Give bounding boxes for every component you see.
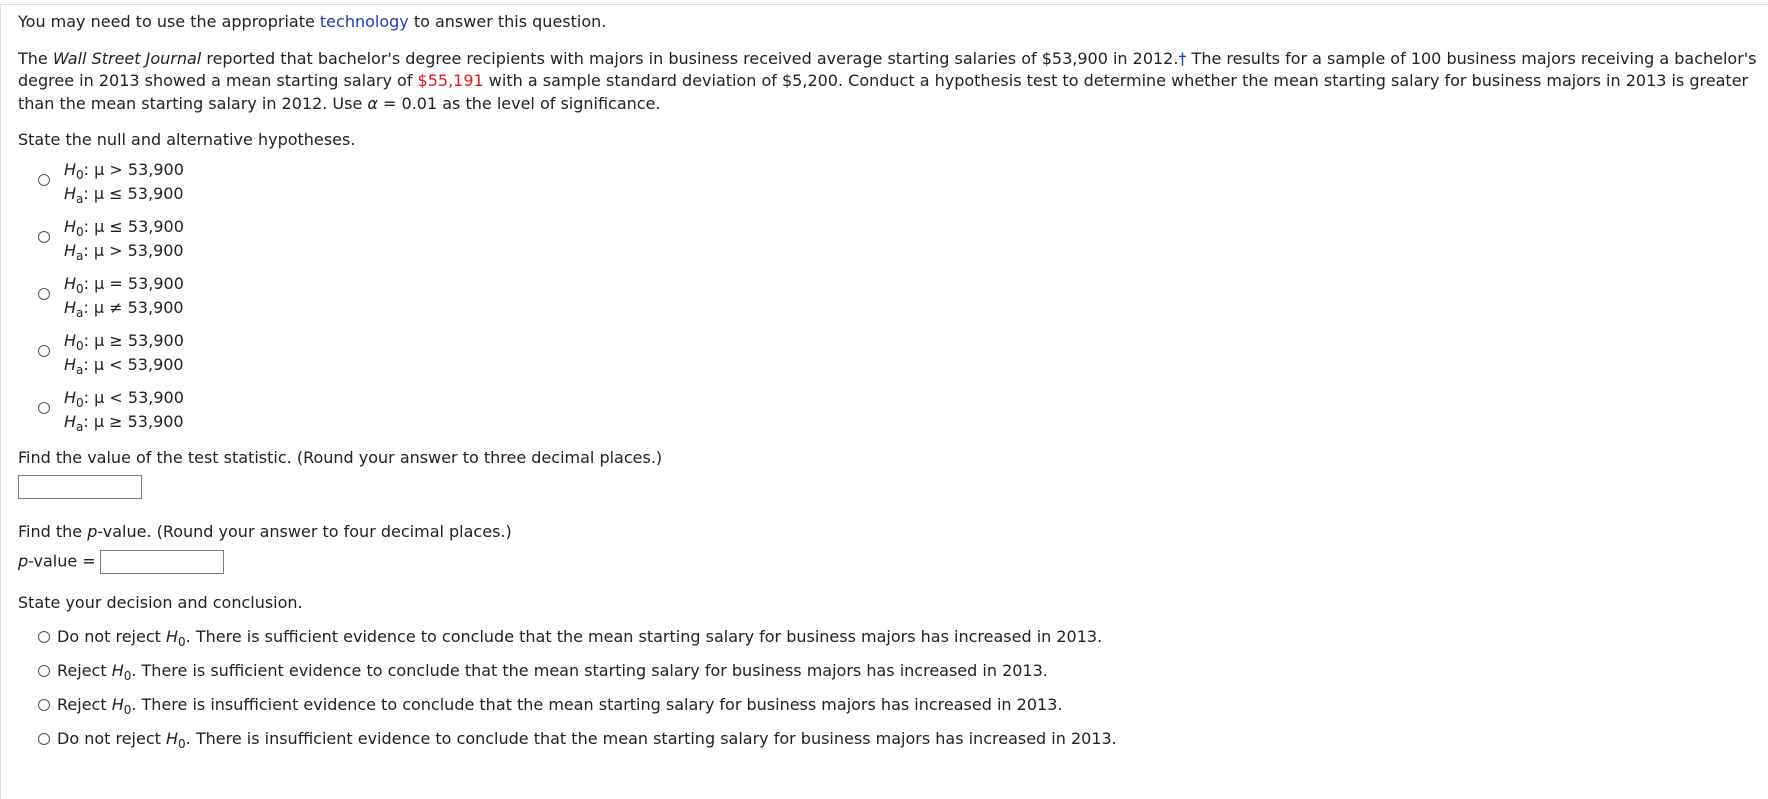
hypothesis-option-5[interactable]: $H_0$: μ < 53,900 $H_a$: μ ≥ 53,900 bbox=[38, 386, 1763, 433]
decision-radio-1[interactable] bbox=[38, 631, 50, 643]
decision-options bbox=[38, 620, 1763, 756]
technology-link[interactable]: technology bbox=[319, 12, 409, 31]
decision-option-3[interactable]: Reject $H_0$. There is insufficient evidence to conclude that the mean starting salary for business majors has increased in 2013. bbox=[38, 688, 1763, 722]
decision-option-1[interactable]: Do not reject $H_0$. There is sufficient evidence to conclude that the mean starting salary for business majors has increased in 2013. bbox=[38, 620, 1763, 654]
hypotheses-options bbox=[38, 158, 1763, 433]
question-content bbox=[18, 11, 1763, 756]
alpha-symbol: α bbox=[367, 93, 378, 113]
decision-radio-3[interactable] bbox=[38, 699, 50, 711]
decision-option-2[interactable]: Reject $H_0$. There is sufficient evidence to conclude that the mean starting salary for business majors has increased in 2013. bbox=[38, 654, 1763, 688]
journal-name: Wall Street Journal bbox=[52, 48, 202, 68]
hypothesis-radio-5[interactable] bbox=[38, 402, 50, 414]
p-value-label-p: p bbox=[18, 551, 29, 570]
hypotheses-prompt: State the null and alternative hypotheses. bbox=[18, 130, 356, 149]
hypothesis-radio-3[interactable] bbox=[38, 288, 50, 300]
hypothesis-option-4[interactable]: $H_0$: μ ≥ 53,900 $H_a$: μ < 53,900 bbox=[38, 329, 1763, 376]
test-statistic-input[interactable] bbox=[18, 475, 142, 499]
hypothesis-radio-1[interactable] bbox=[38, 174, 50, 186]
problem-statement: The Wall Street Journal reported that bachelor's degree recipients with majors in business received average starting salaries of $53,900 in 2012.† The results for a sample of 100 business majors receiving a bachelor's degree in 2013 showed a mean starting salary of $55,191 with a sample standard deviation of $5,200. Conduct a hypothesis test to determine whether the mean starting salary for business majors in 2013 is greater than the mean starting salary in 2012. Use α = 0.01 as the level of significance. bbox=[18, 48, 1757, 113]
hypothesis-radio-2[interactable] bbox=[38, 231, 50, 243]
hypothesis-option-2[interactable]: $H_0$: μ ≤ 53,900 $H_a$: μ > 53,900 bbox=[38, 215, 1763, 262]
p-value-label: -value = bbox=[28, 551, 96, 570]
hypothesis-option-1[interactable]: $H_0$: μ > 53,900 $H_a$: μ ≤ 53,900 bbox=[38, 158, 1763, 205]
decision-radio-2[interactable] bbox=[38, 665, 50, 677]
hypothesis-radio-4[interactable] bbox=[38, 345, 50, 357]
p-value-prompt: Find the p-value. (Round your answer to four decimal places.) bbox=[18, 522, 512, 541]
p-value-input[interactable] bbox=[100, 550, 224, 574]
test-statistic-prompt: Find the value of the test statistic. (Round your answer to three decimal places.) bbox=[18, 447, 663, 467]
decision-radio-4[interactable] bbox=[38, 733, 50, 745]
decision-option-4[interactable]: Do not reject $H_0$. There is insufficient evidence to conclude that the mean starting salary for business majors has increased in 2013. bbox=[38, 722, 1763, 756]
footnote-dagger[interactable]: † bbox=[1178, 48, 1187, 68]
technology-note: You may need to use the appropriate technology to answer this question. bbox=[18, 12, 607, 31]
sample-mean-value: $55,191 bbox=[417, 71, 484, 90]
p-value-section bbox=[18, 521, 1763, 574]
hypothesis-option-3[interactable]: $H_0$: μ = 53,900 $H_a$: μ ≠ 53,900 bbox=[38, 272, 1763, 319]
decision-prompt: State your decision and conclusion. bbox=[18, 592, 303, 612]
test-statistic-section bbox=[18, 447, 1763, 500]
